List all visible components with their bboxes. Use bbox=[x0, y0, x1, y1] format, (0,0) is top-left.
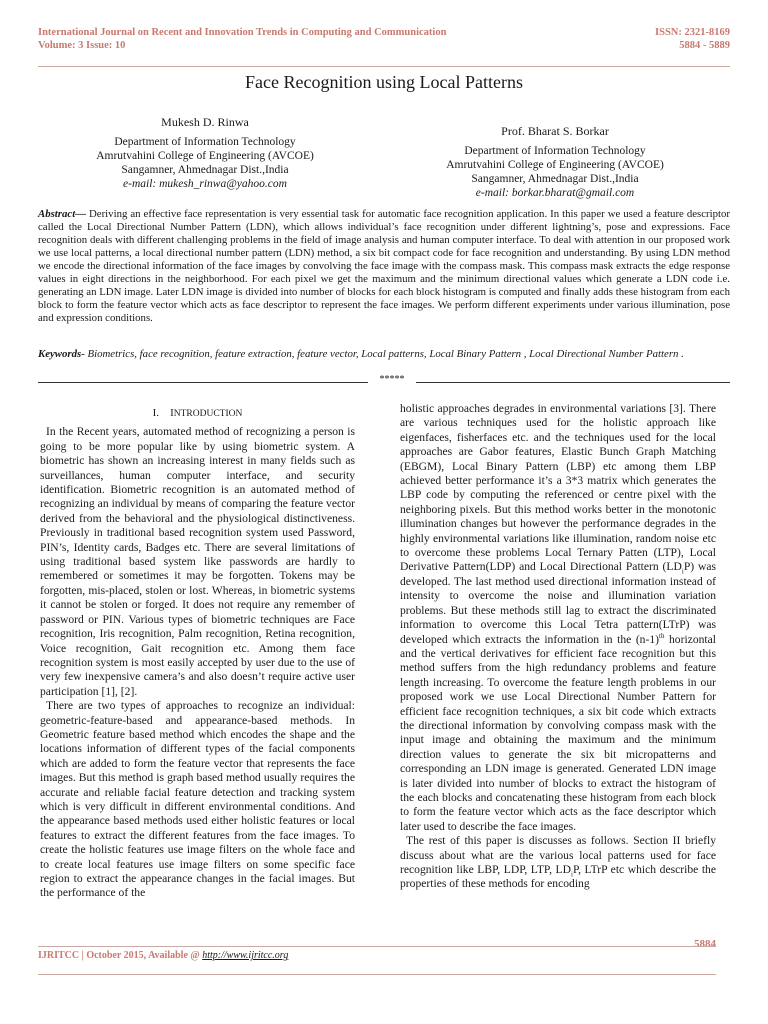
author-block-2 bbox=[410, 124, 700, 200]
right-column bbox=[400, 402, 716, 892]
text-run: holistic approaches degrades in environmental variations [3]. There are various techniques used for the holistic approach like eigenfaces, fisherfaces etc. and the techniques used for the local approaches are Gabor features, Elastic Bunch Graph Matching (EBGM), Local Binary Pattern (LBP) etc among them LBP achieved better performance it’s a 3*3 matrix which generates the LBP code by computing the referenced or centre pixel with the neighboring pixels. But this method works better in the monotonic illumination changes but however the performance degrades in the highly environmental variations like illumination, random noise etc to overcome these problems Local Ternary Patten (LTP), Local Derivative Pattern(LDP) and Local Directional Pattern (LD bbox=[400, 402, 716, 574]
intro-paragraph-2: There are two types of approaches to recognize an individual: geometric-feature-based and appearance-based methods. In Geometric feature based method which encodes the shape and the locations information of different types of the facial components which are added to form the feature vector that represents the face images. But this method is graph based method usually requires the accurate and reliable facial feature detection and tracking system which is very difficult in different environmental conditions. And the appearance based methods used either holistic features or local features to extract the different features from the face images. To create the holistic features use image filters on the whole face and to create local features use image filters on some specific face region to extract the appearance changes in the facial images. But the performance of the bbox=[40, 699, 355, 900]
volume-issue: Volume: 3 Issue: 10 bbox=[38, 40, 126, 51]
header-right bbox=[655, 26, 730, 52]
author-college: Amrutvahini College of Engineering (AVCOE) bbox=[96, 150, 314, 162]
page-range: 5884 - 5889 bbox=[679, 40, 730, 51]
separator-stars: ***** bbox=[379, 374, 405, 385]
section-title-initial: I bbox=[170, 407, 174, 419]
footer-link[interactable]: http://www.ijritcc.org bbox=[202, 950, 289, 961]
subscript: i bbox=[570, 870, 573, 879]
author-college: Amrutvahini College of Engineering (AVCOE) bbox=[446, 159, 664, 171]
paper-title: Face Recognition using Local Patterns bbox=[245, 72, 523, 92]
author-block-1 bbox=[60, 115, 350, 191]
header-left bbox=[38, 26, 446, 52]
keywords-text: Biometrics, face recognition, feature extraction, feature vector, Local patterns, Local Binary Pattern , Local Directional Number Pattern . bbox=[84, 348, 684, 360]
author-name: Prof. Bharat S. Borkar bbox=[501, 124, 609, 138]
footer-rule bbox=[38, 946, 716, 947]
text-run: The rest of this paper is discusses as follows. Section II briefly discuss about what are the various local patterns used for face recognition like LBP, LDP, LTP, LD bbox=[400, 834, 716, 876]
subscript: i bbox=[681, 567, 684, 576]
section-title-rest: NTRODUCTION bbox=[173, 409, 243, 419]
separator-line-right bbox=[416, 382, 730, 383]
footer-rule-bottom bbox=[38, 974, 716, 975]
author-dept: Department of Information Technology bbox=[114, 136, 296, 148]
keywords-label: Keywords- bbox=[38, 348, 85, 360]
text-run: P, LTrP etc which describe the properties of these methods for encoding bbox=[400, 863, 716, 891]
journal-name: International Journal on Recent and Innovation Trends in Computing and Communication bbox=[38, 27, 447, 38]
intro-paragraph-4 bbox=[400, 834, 716, 892]
text-run: horizontal and the vertical derivatives for efficient face recognition but this method suffers from the high redundancy problems and feature length increasing. To overcome the feature length problems in our proposed work we use Local Directional Number Pattern for efficient face recognition techniques, a six bit code which extracts the directional information by convolving compass mask with the input image and obtaining the maximum and the minimum direction values to generate the six bit micropatterns and corresponding an LDN image is generated. Generated LDN image is later divided into number of blocks to extract the histogram of the each blocks and concatenating these histogram from each block to form the feature vector which acts as the face descriptor which later used to describe the face images. bbox=[400, 632, 717, 833]
author-email: e-mail: mukesh_rinwa@yahoo.com bbox=[123, 178, 287, 190]
text-run: P) was developed. The last method used directional information instead of intensity to overcome the noise and illumination variation problems. But these methods still lag to extract the discriminated information to overcome this Local Tetra pattern(LTrP) was developed which extracts the information in the (n-1) bbox=[400, 560, 716, 646]
abstract-text: Deriving an effective face representation is very essential task for automatic face recognition application. In this paper we used a feature descriptor called the Local Directional Number Pattern (LDN), which allows individual’s face recognition under different lightning’s, pose and expressions. Face recognition deals with different challenging problems in the field of image analysis and human computer interface. To deal with attention in our proposed work we use local patterns, a local directional number pattern (LDN) method, a six bit compact code for face recognition and understanding. By using LDN method we encode the directional information of the face images by convolving the face image with the compass mask. This compass mask extracts the edge response values in eight directions in the neighborhood. For each pixel we get the maximum and the minimum directional values which generate a LDN code i.e. generating an LDN image. Later LDN image is divided into number of blocks for each block histogram is computed and finally adds these histogram from each block to form the feature vector which acts as face descriptor to represent the face images. We perform different experiments under various illumination, pose and expression conditions. bbox=[38, 208, 730, 324]
author-name: Mukesh D. Rinwa bbox=[161, 115, 249, 129]
section-heading-introduction bbox=[40, 406, 355, 421]
page-footer bbox=[38, 950, 288, 961]
keywords bbox=[38, 348, 730, 361]
section-number: I. bbox=[152, 407, 160, 419]
abstract bbox=[38, 208, 730, 325]
intro-paragraph-3 bbox=[400, 402, 716, 834]
superscript: th bbox=[659, 631, 665, 640]
footer-text: IJRITCC | October 2015, Available @ bbox=[38, 950, 203, 961]
issn: ISSN: 2321-8169 bbox=[655, 27, 730, 38]
separator bbox=[38, 374, 730, 386]
left-column bbox=[40, 406, 355, 901]
author-place: Sangamner, Ahmednagar Dist.,India bbox=[121, 164, 289, 176]
author-dept: Department of Information Technology bbox=[464, 145, 646, 157]
intro-paragraph-1: In the Recent years, automated method of recognizing a person is going to be more popular like by using biometric system. A biometric has shown an increasing interest in many fields such as surveillances, human computer interface, and security identification. Biometric recognition is an automated method of recognizing an individual by means of comparing the feature vector derived from the behavioral and the physiological distinctiveness. Previously in traditional based recognition system used Password, PIN’s, Identity cards, Badges etc. There are several limitations of using traditional based system like passwords are hardly to remembered or sometimes it may be forgotten. Tokens may be forgotten, mis-placed, stolen or lost. Whereas, in biometric systems it cannot be stolen or forged. It does not require any remember of password or PIN. Various types of biometric techniques are Face recognition, Iris recognition, Palm recognition, Retina recognition, Voice recognition, Gait recognition etc. Among them face recognition system is most easily accepted by user due to the use of very few inexpensive camera’s and also doesn’t require active user participation [1], [2]. bbox=[40, 425, 355, 698]
separator-line-left bbox=[38, 382, 368, 383]
author-email: e-mail: borkar.bharat@gmail.com bbox=[475, 187, 635, 199]
abstract-label: Abstract— bbox=[38, 208, 86, 220]
author-place: Sangamner, Ahmednagar Dist.,India bbox=[471, 173, 639, 185]
page-number: 5884 bbox=[694, 938, 716, 950]
header-rule bbox=[38, 66, 730, 67]
